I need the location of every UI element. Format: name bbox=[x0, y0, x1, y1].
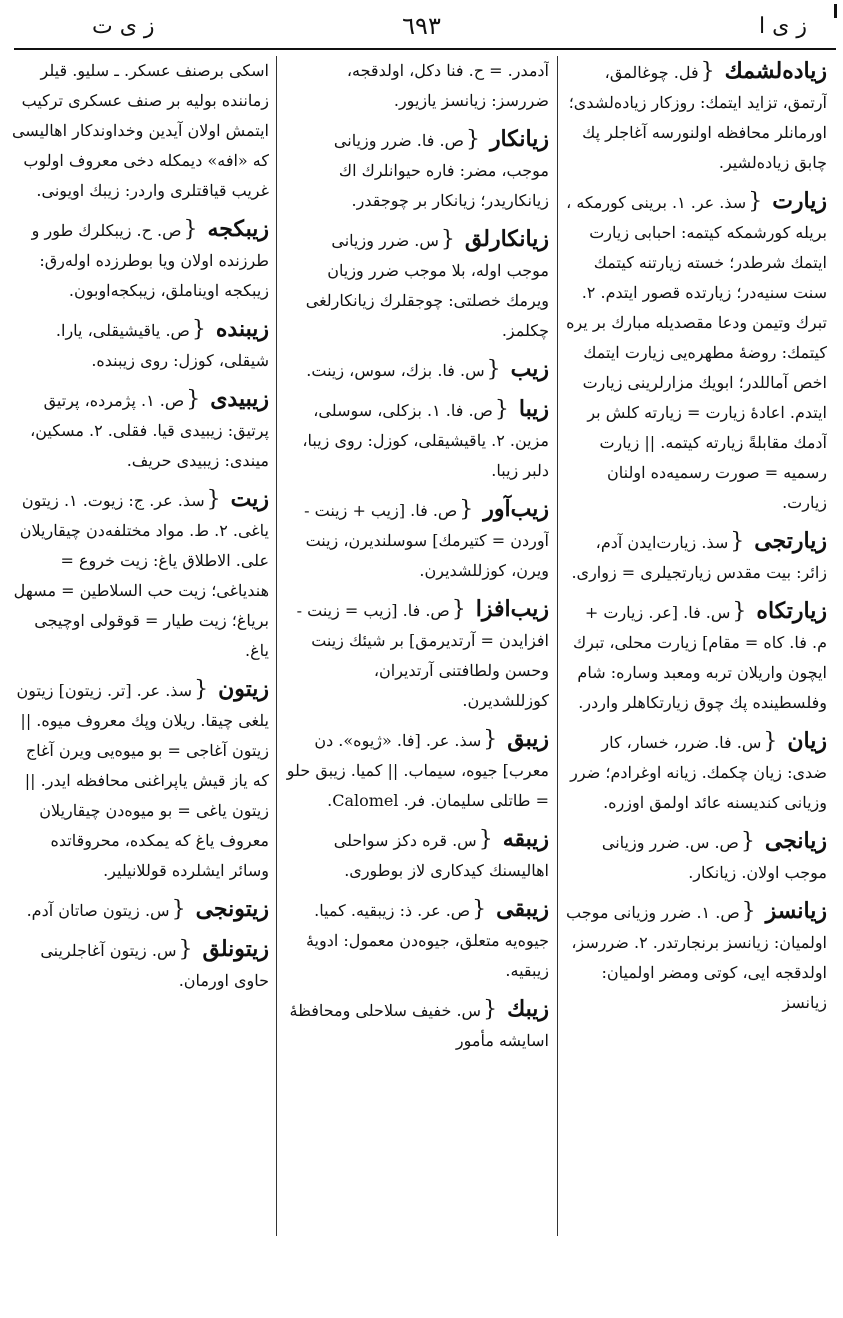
entry-headword: زيب bbox=[510, 356, 549, 382]
entry-headword: زيبقه bbox=[502, 826, 549, 852]
entry-definition: س. زيتون آغاجلرينى حاوى اورمان. bbox=[40, 941, 269, 990]
entry-brace: { bbox=[763, 729, 778, 754]
dictionary-entry bbox=[285, 724, 549, 816]
dictionary-entry bbox=[565, 526, 827, 588]
entry-headword: زيب‌آور bbox=[483, 496, 549, 522]
entry-brace: { bbox=[472, 897, 487, 922]
entry-headword: زيت bbox=[230, 486, 269, 512]
entry-headword: زيبكجه bbox=[207, 216, 269, 242]
dictionary-entry bbox=[565, 186, 827, 518]
dictionary-entry bbox=[7, 934, 269, 996]
entry-definition: س. قره دكز سواحلى اهاليسنك كيدكارى لاز بوطورى. bbox=[333, 831, 549, 880]
page-header bbox=[0, 0, 843, 52]
entry-definition: ص. ١. پژمرده، پرتيق پرتيق: زيبيدى قيا. فقلى. ٢. مسكين، ميندى: زيبيدى حريف. bbox=[30, 391, 269, 470]
entry-brace: { bbox=[465, 127, 480, 152]
column-left bbox=[7, 56, 269, 1236]
dictionary-entry bbox=[285, 224, 549, 346]
entry-headword: زيارتكاه bbox=[756, 598, 827, 624]
entry-brace: { bbox=[741, 899, 756, 924]
entry-brace: { bbox=[478, 827, 493, 852]
entry-brace: { bbox=[459, 497, 474, 522]
entry-headword: زيانكار bbox=[489, 126, 549, 152]
dictionary-entry bbox=[565, 596, 827, 718]
entry-definition: آدمدر. = ح. فنا دكل، اولدقجه، ضررسز: زيانسز يازيور. bbox=[346, 61, 549, 110]
entry-brace: { bbox=[178, 937, 193, 962]
dictionary-entry bbox=[7, 484, 269, 666]
entry-definition: اسكى برصنف عسكر. ـ سليو. قيلر زماننده بوليه بر صنف عسكرى تركيب ايتمش اولان آيدين وخداوندكار اهاليسى كه «افه» ديمكله دخى معروف اولوب غريب قياقتلرى واردر: زيبك اويونى. bbox=[11, 61, 269, 200]
dictionary-entry bbox=[565, 896, 827, 1018]
dictionary-entry bbox=[285, 824, 549, 886]
entry-headword: زيتونلق bbox=[202, 936, 269, 962]
entry-definition: س. ضرر وزيانى موجب اوله، بلا موجب ضرر وزيان ويرمك خصلتى: چوجقلرك زيانكارلغى چكلمز. bbox=[305, 231, 549, 340]
entry-definition: سذ. عر. ج: زيوت. ١. زيتون ياغى. ٢. ط. مواد مختلفه‌دن چيقاريلان على. الاطلاق ياغ: زيت خروع = هندياغى؛ زيت حب السلاطين = مسهل برياغ؛ زيت طيار = قوقولى اوچيجى ياغ. bbox=[13, 491, 269, 660]
dictionary-entry bbox=[285, 56, 549, 116]
entry-definition: س. فا. بزك، سوس، زينت. bbox=[306, 361, 485, 380]
dictionary-entry bbox=[565, 726, 827, 818]
entry-headword: زيتونجى bbox=[195, 896, 269, 922]
dictionary-entry bbox=[565, 56, 827, 178]
header-rule bbox=[14, 48, 836, 50]
entry-brace: { bbox=[483, 997, 498, 1022]
header-guide-word-right: ز ى ا bbox=[759, 14, 807, 39]
entry-definition: ص. فا. ضرر وزيانى موجب، مضر: فاره حيوانلرك اك زيانكاريدر؛ زيانكار بر چوجقدر. bbox=[333, 131, 549, 210]
entry-definition: ص. فا. ١. بزكلى، سوسلى، مزين. ٢. ياقيشيقلى، كوزل: روى زيبا، دلبر زيبا. bbox=[302, 401, 549, 480]
entry-headword: زيبق bbox=[507, 726, 549, 752]
entry-definition: س. فا. [عر. زيارت + م. فا. كاه = مقام] زيارت محلى، تبرك ايچون واريلان تربه ومعبد وساره: شام وفلسطينده پك چوق زيارتكاهلر واردر. bbox=[572, 603, 827, 712]
entry-definition: سذ. عر. [تر. زيتون] زيتون يلغى چيقا. ريلان وپك معروف ميوه. || زيتون آغاجى = بو ميوه‌يى ويرن آغاج كه ياز قيش ياپراغنى محافظه ايدر. || زيتون ياغى = بو ميوه‌دن چيقاريلان معروف ياغ كه يمكده، محروقاتده وسائر ايشلرده قوللانيلير. bbox=[16, 681, 269, 880]
dictionary-entry bbox=[565, 826, 827, 888]
entry-brace: { bbox=[186, 387, 201, 412]
entry-definition: سذ. عر. [فا. «ژيوه». دن معرب] جيوه، سيماب. || كميا. زيبق حلو = طاتلى سليمان. فر. Calomel. bbox=[286, 731, 549, 810]
entry-brace: { bbox=[740, 829, 755, 854]
entry-definition: ص. س. ضرر وزيانى موجب اولان. زيانكار. bbox=[601, 833, 827, 882]
entry-headword: زيبيدى bbox=[210, 386, 269, 412]
dictionary-entry bbox=[285, 494, 549, 586]
page-number: ٦٩٣ bbox=[402, 12, 441, 40]
entry-definition: ص. ياقيشيقلى، يارا. شيقلى، كوزل: روى زيبنده. bbox=[55, 321, 269, 370]
entry-definition: س. خفيف سلاحلى ومحافظهٔ اسايشه مأمور bbox=[289, 1001, 549, 1050]
entry-brace: { bbox=[732, 599, 747, 624]
entry-headword: زيبك bbox=[507, 996, 549, 1022]
dictionary-entry bbox=[7, 314, 269, 376]
column-divider bbox=[276, 56, 277, 1236]
column-middle bbox=[285, 56, 549, 1236]
entry-brace: { bbox=[494, 397, 509, 422]
entry-brace: { bbox=[194, 677, 209, 702]
entry-brace: { bbox=[440, 227, 455, 252]
entry-brace: { bbox=[700, 59, 715, 84]
entry-definition: سذ. زيارت‌ايدن آدم، زائر: بيت مقدس زيارتجيلرى = زوارى. bbox=[571, 533, 827, 582]
dictionary-entry bbox=[7, 214, 269, 306]
dictionary-entry bbox=[7, 384, 269, 476]
entry-brace: { bbox=[191, 317, 206, 342]
dictionary-entry bbox=[7, 56, 269, 206]
entry-headword: زيارتجى bbox=[754, 528, 827, 554]
dictionary-entry bbox=[285, 394, 549, 486]
entry-brace: { bbox=[486, 357, 501, 382]
entry-headword: زيب‌افزا bbox=[475, 596, 549, 622]
dictionary-entry bbox=[285, 354, 549, 386]
entry-headword: زيبنده bbox=[215, 316, 269, 342]
entry-definition: ص. فا. [زيب = زينت - افزايدن = آرتديرمق] بر شيئك زينت وحسن ولطافتنى آرتديران، كوزللشديرن. bbox=[296, 601, 549, 710]
entry-brace: { bbox=[183, 217, 198, 242]
entry-headword: زيانكارلق bbox=[464, 226, 549, 252]
entry-definition: ص. ١. ضرر وزيانى موجب اولميان: زيانسز برنجارتدر. ٢. ضررسز، اولدقجه ايى، كوتى ومضر اولميان: زيانسز bbox=[566, 903, 827, 1012]
entry-brace: { bbox=[171, 897, 186, 922]
entry-definition: فل. چوغالمق، آرتمق، تزايد ايتمك: روزكار زياده‌لشدى؛ اورمانلر محافظه اولنورسه آغاجلر پك چابق زياده‌لشير. bbox=[568, 63, 827, 172]
dictionary-entry bbox=[285, 994, 549, 1056]
entry-headword: زيبقى bbox=[496, 896, 549, 922]
entry-brace: { bbox=[451, 597, 466, 622]
entry-brace: { bbox=[748, 189, 763, 214]
dictionary-entry bbox=[285, 894, 549, 986]
entry-headword: زيارت bbox=[772, 188, 827, 214]
column-right bbox=[565, 56, 827, 1236]
dictionary-entry bbox=[285, 124, 549, 216]
entry-headword: زيتون bbox=[218, 676, 269, 702]
column-divider bbox=[557, 56, 558, 1236]
entry-definition: ص. فا. [زيب + زينت - آوردن = كتيرمك] سوسلنديرن، زينت ويرن، كوزللشديرن. bbox=[304, 501, 549, 580]
entry-brace: { bbox=[483, 727, 498, 752]
entry-headword: زيبا bbox=[518, 396, 549, 422]
entry-headword: زيانسز bbox=[765, 898, 827, 924]
dictionary-entry bbox=[7, 674, 269, 886]
entry-brace: { bbox=[206, 487, 221, 512]
entry-headword: زياده‌لشمك bbox=[724, 58, 827, 84]
entry-definition: ص. ح. زيبكلرك طور و طرزنده اولان ويا بوطرزده اوله‌رق: زيبكجه اويناملق، زيبكجه‌اوبون. bbox=[31, 221, 269, 300]
dictionary-entry bbox=[285, 594, 549, 716]
entry-definition: س. زيتون صاتان آدم. bbox=[26, 901, 170, 920]
entry-brace: { bbox=[730, 529, 745, 554]
entry-headword: زيان bbox=[787, 728, 827, 754]
entry-definition: سذ. عر. ١. برينى كورمكه ، بريله كورشمكه كيتمه: احبابى زيارت ايتمك شرطدر؛ خسته زيارتنه كيتمك سنت سنيه‌در؛ زيارتده قصور ايتدم. ٢. تبرك وتيمن ودعا مقصديله مبارك بر يره كيتمك: روضهٔ مطهره‌يى زيارت ايتمك اخص آماللدر؛ ابويك مزارلرينى زيارت ايتدم. اعادهٔ زيارت = زيارته كلش بر آدمك مقابلةً زيارته كيتمه. || زيارت رسميه = صورت رسميه‌ده اولنان زيارت. bbox=[566, 193, 827, 512]
entry-definition: س. فا. ضرر، خسار، كار ضدى: زيان چكمك. زيانه اوغرادم؛ ضرر وزيانى كنديسنه عائد اولمق اوزره. bbox=[570, 733, 827, 812]
entry-headword: زيانجى bbox=[764, 828, 827, 854]
entry-definition: ص. عر. ذ: زيبقيه. كميا. جيوه‌يه متعلق، جيوه‌دن معمول: ادويهٔ زيبقيه. bbox=[305, 901, 549, 980]
header-guide-word-left: ز ى ت bbox=[92, 14, 155, 39]
dictionary-entry bbox=[7, 894, 269, 926]
